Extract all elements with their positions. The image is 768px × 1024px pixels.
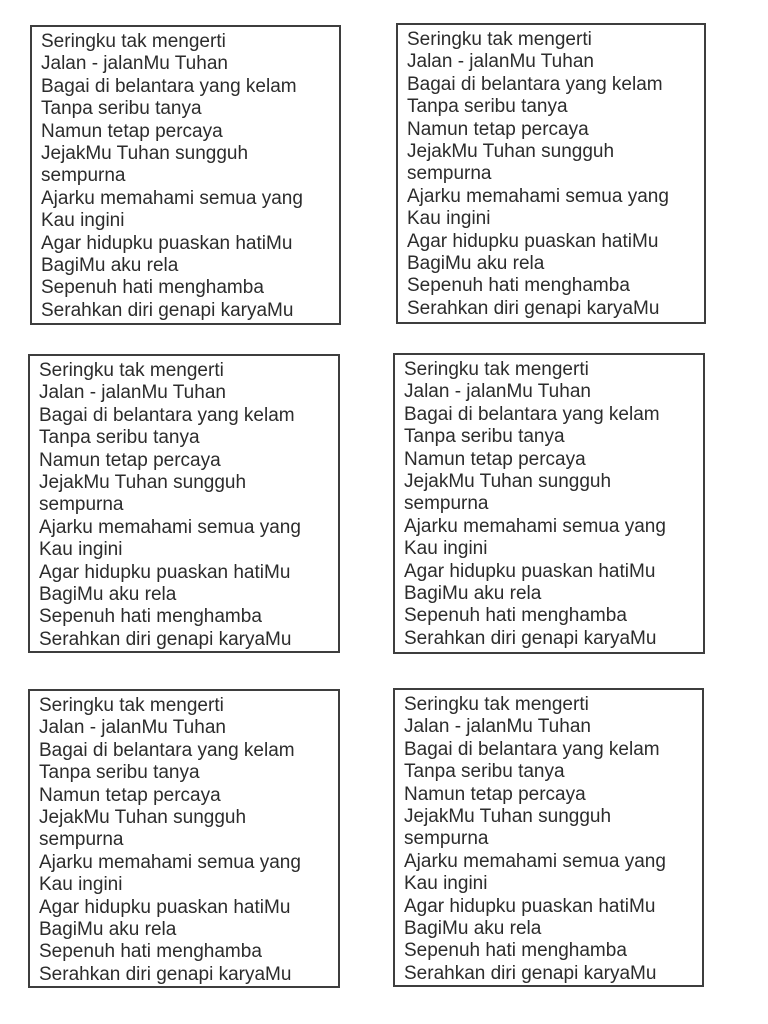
lyrics-box-row2-right <box>393 353 705 654</box>
lyric-line: Serahkan diri genapi karyaMu <box>39 628 292 650</box>
lyric-line: Sepenuh hati menghamba <box>39 941 262 963</box>
lyrics-box-row1-left <box>30 25 341 325</box>
lyric-line: Namun tetap percaya <box>407 118 589 140</box>
lyric-line: Kau ingini <box>41 210 125 232</box>
lyric-line: JejakMu Tuhan sungguh <box>404 806 612 828</box>
lyric-line: Seringku tak mengerti <box>404 694 589 715</box>
lyric-line: Sepenuh hati menghamba <box>407 275 630 297</box>
lyric-line: Namun tetap percaya <box>41 120 223 142</box>
lyric-line: Jalan - jalanMu Tuhan <box>404 716 591 738</box>
lyric-line: Seringku tak mengerti <box>407 29 592 50</box>
lyric-line: sempurna <box>404 493 489 515</box>
lyric-line: Ajarku memahami semua yang <box>407 185 669 207</box>
lyric-line: JejakMu Tuhan sungguh <box>407 141 615 163</box>
lyric-line: Serahkan diri genapi karyaMu <box>41 299 294 321</box>
lyric-line: Sepenuh hati menghamba <box>404 940 627 962</box>
lyric-line: Serahkan diri genapi karyaMu <box>407 297 660 319</box>
lyric-line: Jalan - jalanMu Tuhan <box>39 382 226 404</box>
lyric-line: BagiMu aku rela <box>404 583 542 605</box>
lyric-line: JejakMu Tuhan sungguh <box>39 807 247 829</box>
lyric-line: Bagai di belantara yang kelam <box>404 403 660 425</box>
lyrics-box-row2-left <box>28 354 340 653</box>
lyric-line: Kau ingini <box>404 873 488 895</box>
lyric-line: Agar hidupku puaskan hatiMu <box>404 895 656 917</box>
lyric-line: sempurna <box>407 163 492 185</box>
lyric-line: Kau ingini <box>39 539 123 561</box>
lyric-line: Bagai di belantara yang kelam <box>39 404 295 426</box>
lyric-line: Tanpa seribu tanya <box>41 98 202 120</box>
lyric-line: BagiMu aku rela <box>41 255 179 277</box>
lyric-line: Bagai di belantara yang kelam <box>39 739 295 761</box>
lyric-line: Namun tetap percaya <box>39 449 221 471</box>
lyric-line: Bagai di belantara yang kelam <box>41 75 297 97</box>
lyric-line: BagiMu aku rela <box>39 919 177 941</box>
lyric-line: Tanpa seribu tanya <box>404 761 565 783</box>
lyric-line: Kau ingini <box>407 208 491 230</box>
lyrics-box-row3-right <box>393 688 704 987</box>
lyric-line: Jalan - jalanMu Tuhan <box>404 381 591 403</box>
lyric-line: sempurna <box>404 828 489 850</box>
lyric-line: sempurna <box>39 494 124 516</box>
lyric-line: sempurna <box>39 829 124 851</box>
lyric-line: Agar hidupku puaskan hatiMu <box>404 560 656 582</box>
lyric-line: Ajarku memahami semua yang <box>39 851 301 873</box>
lyric-line: Jalan - jalanMu Tuhan <box>41 53 228 75</box>
lyrics-box-row1-right <box>396 23 706 324</box>
lyric-line: Tanpa seribu tanya <box>39 427 200 449</box>
lyric-line: Jalan - jalanMu Tuhan <box>407 51 594 73</box>
lyric-line: Ajarku memahami semua yang <box>41 187 303 209</box>
lyric-line: Sepenuh hati menghamba <box>39 606 262 628</box>
lyric-line: BagiMu aku rela <box>39 584 177 606</box>
lyric-line: JejakMu Tuhan sungguh <box>404 471 612 493</box>
lyric-line: sempurna <box>41 165 126 187</box>
lyric-line: Agar hidupku puaskan hatiMu <box>407 230 659 252</box>
lyric-line: Jalan - jalanMu Tuhan <box>39 717 226 739</box>
lyric-line: Sepenuh hati menghamba <box>41 277 264 299</box>
lyric-line: Tanpa seribu tanya <box>407 96 568 118</box>
lyric-line: Bagai di belantara yang kelam <box>407 73 663 95</box>
lyric-line: Tanpa seribu tanya <box>39 762 200 784</box>
lyric-line: Agar hidupku puaskan hatiMu <box>39 561 291 583</box>
lyric-line: Seringku tak mengerti <box>41 31 226 52</box>
lyric-line: Seringku tak mengerti <box>404 359 589 380</box>
lyric-line: JejakMu Tuhan sungguh <box>39 472 247 494</box>
lyric-line: Agar hidupku puaskan hatiMu <box>41 232 293 254</box>
lyric-line: Sepenuh hati menghamba <box>404 605 627 627</box>
lyric-line: Serahkan diri genapi karyaMu <box>39 963 292 985</box>
lyric-line: Bagai di belantara yang kelam <box>404 738 660 760</box>
lyric-line: BagiMu aku rela <box>407 253 545 275</box>
lyric-line: Agar hidupku puaskan hatiMu <box>39 896 291 918</box>
lyric-line: Ajarku memahami semua yang <box>404 515 666 537</box>
lyric-line: Ajarku memahami semua yang <box>39 516 301 538</box>
lyric-line: Namun tetap percaya <box>39 784 221 806</box>
lyric-line: Namun tetap percaya <box>404 448 586 470</box>
lyric-line: JejakMu Tuhan sungguh <box>41 143 249 165</box>
lyric-line: Serahkan diri genapi karyaMu <box>404 627 657 649</box>
lyrics-box-row3-left <box>28 689 340 988</box>
lyric-line: Kau ingini <box>404 538 488 560</box>
lyric-line: Seringku tak mengerti <box>39 360 224 381</box>
lyric-line: BagiMu aku rela <box>404 918 542 940</box>
lyric-line: Tanpa seribu tanya <box>404 426 565 448</box>
lyric-line: Serahkan diri genapi karyaMu <box>404 962 657 984</box>
lyric-line: Namun tetap percaya <box>404 783 586 805</box>
lyric-line: Seringku tak mengerti <box>39 695 224 716</box>
lyric-line: Kau ingini <box>39 874 123 896</box>
lyric-line: Ajarku memahami semua yang <box>404 850 666 872</box>
